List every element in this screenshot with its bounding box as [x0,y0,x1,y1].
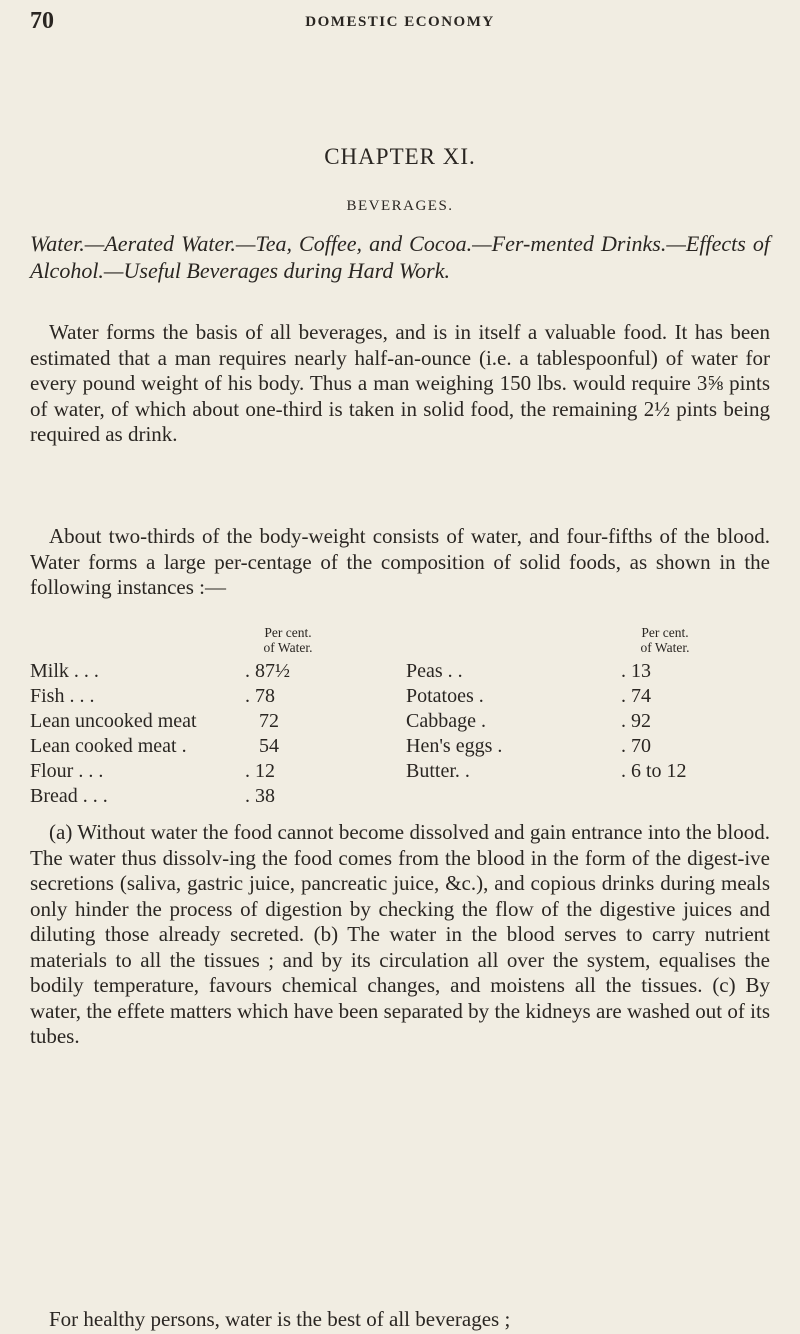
paragraph-water-basis: Water forms the basis of all beverages, and is in itself a valuable food. It has been estimated that a man requires nearly half-an-ounce (i.e. a tablespoonful) of water for every pound weight of his body. Thus a man weighing 150 lbs. would require 3⅝ pints of water, of which about one-third is taken in solid food, the remaining 2½ pints being required as drink. [30,320,770,446]
column-header-right-line1: Per cent. [641,625,689,640]
table-row-value: . 74 [621,685,651,707]
table-row-value: 72 [259,710,279,732]
water-percentage-table [30,625,770,820]
table-row-value: . 12 [245,760,275,782]
chapter-subtitle: BEVERAGES. [346,198,454,214]
table-row-food: Peas . . [406,660,463,682]
column-header-right-line2: of Water. [640,640,690,655]
table-row-food: Cabbage . [406,710,486,732]
table-row-food: Potatoes . [406,685,484,707]
table-row-food: Lean cooked meat . [30,735,187,757]
table-row-value: 54 [259,735,279,757]
book-title: DOMESTIC ECONOMY [305,14,495,30]
paragraph-healthy-persons: For healthy persons, water is the best of all beverages ; [49,1307,511,1331]
paragraph-water-functions: (a) Without water the food cannot become dissolved and gain entrance into the blood. The water thus dissolv-ing the food comes from the blood in the form of the digest-ive secretions (saliva, gastric juice, pancreatic juice, &c.), and copious drinks during meals only hinder the process of digestion by checking the flow of the digestive juices and diluting those already secreted. (b) The water in the blood serves to carry nutrient materials to all the tissues ; and by its circulation all over the system, equalises the bodily temperature, favours chemical changes, and moistens all the tissues. (c) By water, the effete matters which have been separated by the kidneys are washed out of its tubes. [30,820,770,1048]
chapter-synopsis: Water.—Aerated Water.—Tea, Coffee, and Cocoa.—Fer-mented Drinks.—Effects of Alcohol.—Useful Beverages during Hard Work. [30,231,770,283]
table-row-value: . 92 [621,710,651,732]
table-row-value: . 6 to 12 [621,760,687,782]
table-row-food: Lean uncooked meat [30,710,197,732]
table-row-value: . 38 [245,785,275,807]
column-header-left [243,625,333,655]
running-header [0,8,800,38]
table-row-value: . 13 [621,660,651,682]
table-row-food: Butter. . [406,760,470,782]
table-row-food: Flour . . . [30,760,104,782]
table-row-food: Fish . . . [30,685,95,707]
chapter-heading: CHAPTER XI. [324,144,476,169]
column-header-right [620,625,710,655]
column-header-left-line2: of Water. [263,640,313,655]
table-row-value: . 78 [245,685,275,707]
column-header-left-line1: Per cent. [264,625,312,640]
paragraph-body-water: About two-thirds of the body-weight consists of water, and four-fifths of the blood. Water forms a large per-centage of the composition of solid foods, as shown in the following instances :— [30,524,770,599]
page-number: 70 [30,8,54,34]
table-row-food: Milk . . . [30,660,99,682]
table-row-value: . 70 [621,735,651,757]
table-row-food: Hen's eggs . [406,735,503,757]
table-row-food: Bread . . . [30,785,108,807]
table-row-value: . 87½ [245,660,290,682]
